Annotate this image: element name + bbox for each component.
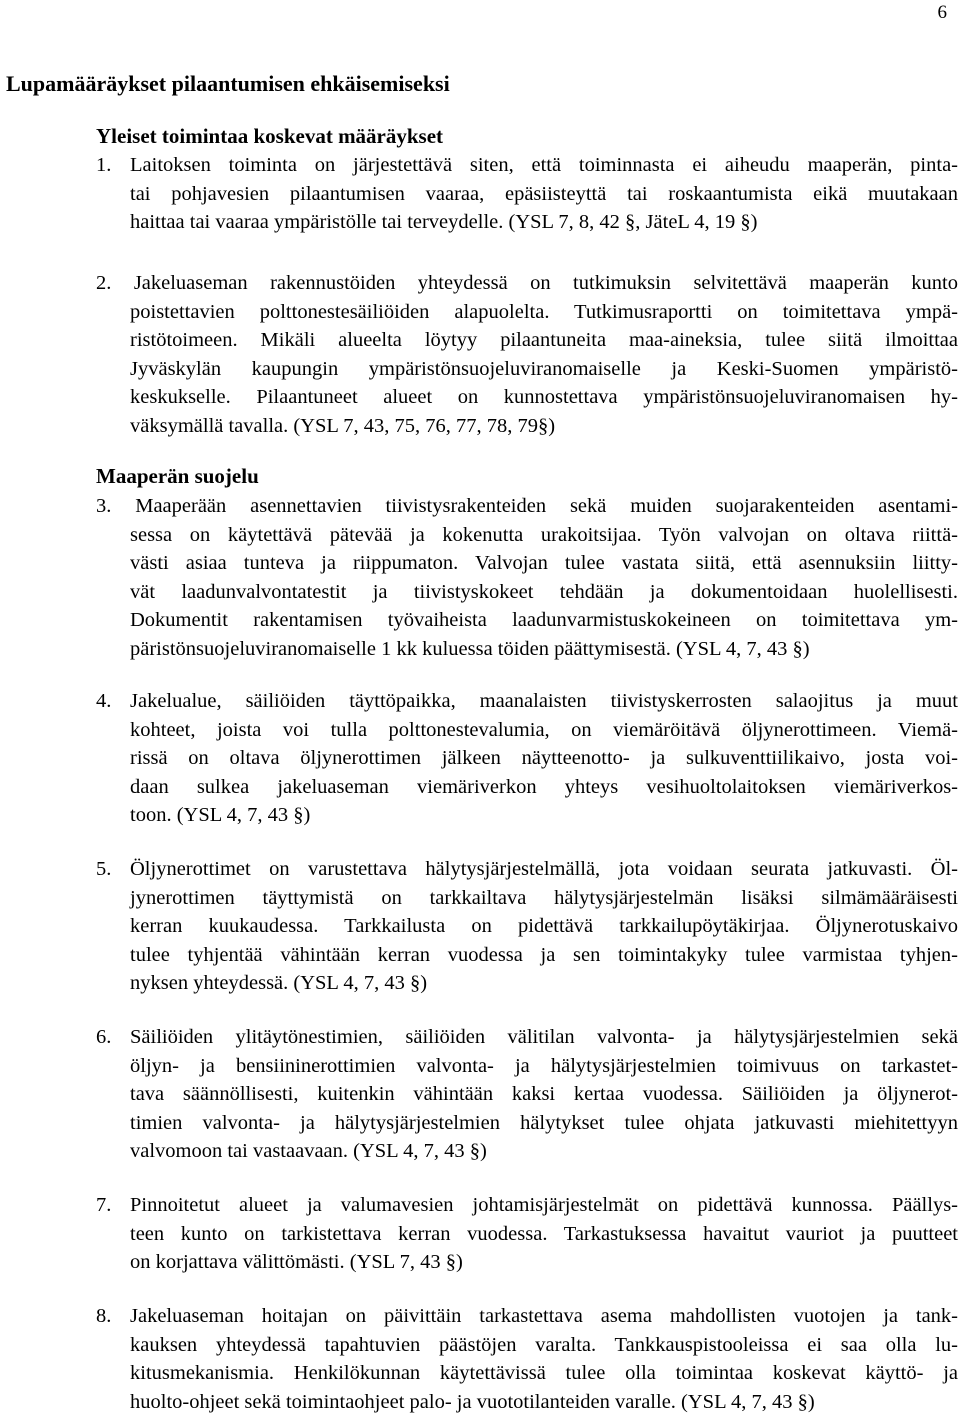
list-item <box>96 1023 958 1166</box>
list-item <box>96 151 958 237</box>
item-line: ristötoimeen. Mikäli alueelta löytyy pilaantuneita maa-aineksia, tulee siitä ilmoittaa <box>130 329 958 352</box>
item-line: nyksen yhteydessä. (YSL 4, 7, 43 §) <box>130 972 428 995</box>
item-line: valvomoon tai vastaavaan. (YSL 4, 7, 43 §) <box>130 1140 487 1163</box>
item-line: kitusmekanismia. Henkilökunnan käytettävissä tulee olla toimintaa koskevat käyttö- ja <box>130 1362 958 1385</box>
item-line: keskukselle. Pilaantuneet alueet on kunnostettava ympäristönsuojeluviranomaisen hy- <box>130 386 958 409</box>
item-line: Säiliöiden ylitäytönestimien, säiliöiden välitilan valvonta- ja hälytysjärjestelmien sekä <box>130 1026 958 1048</box>
item-line: päristönsuojeluviranomaiselle 1 kk kuluessa töiden päättymisestä. (YSL 4, 7, 43 §) <box>130 637 810 660</box>
item-number: 2. <box>96 272 112 294</box>
item-line: kohteet, joista voi tulla polttonestevalumia, on viemäröitävä öljynerottimeen. Viemä- <box>130 718 958 741</box>
item-line: tulee tyhjentää vähintään kerran vuodessa ja sen toimintakyky tulee varmistaa tyhjen- <box>130 943 958 966</box>
list-item <box>96 687 958 830</box>
section-heading-general: Yleiset toimintaa koskevat määräykset <box>96 124 444 148</box>
item-line: toon. (YSL 4, 7, 43 §) <box>130 804 311 827</box>
item-line: haittaa tai vaaraa ympäristölle tai terveydelle. (YSL 7, 8, 42 §, JäteL 4, 19 §) <box>130 211 758 234</box>
item-number: 1. <box>96 154 112 176</box>
item-line: västi asiaa tunteva ja riippumaton. Valvojan tulee vastata siitä, että asennuksiin liitty- <box>130 552 958 575</box>
item-line: Jakeluaseman hoitajan on päivittäin tarkastettava asema mahdollisten vuotojen ja tank- <box>130 1305 958 1327</box>
item-line: sessa on käytettävä pätevää ja kokenutta urakoitsijaa. Työn valvojan on oltava riittä- <box>130 523 958 546</box>
item-line: rissä on oltava öljynerottimen jälkeen näytteenotto- ja sulkuventtiilikaivo, josta voi- <box>130 747 958 770</box>
item-line: väksymällä tavalla. (YSL 7, 43, 75, 76, 77, 78, 79§) <box>130 414 556 437</box>
item-line: öljyn- ja bensiininerottimien valvonta- ja hälytysjärjestelmien toimivuus on tarkastet- <box>130 1054 958 1077</box>
item-line: Dokumentit rakentamisen työvaiheista laadunvarmistuskokeineen on toimitettava ym- <box>130 609 958 632</box>
list-item <box>96 492 958 664</box>
item-line: vät laadunvalvontatestit ja tiivistyskokeet tehdään ja dokumentoidaan huolellisesti. <box>130 580 958 603</box>
item-line: 2. Jakeluaseman rakennustöiden yhteydessä on tutkimuksin selvitettävä maaperän kunto <box>96 272 959 294</box>
item-line: timien valvonta- ja hälytysjärjestelmien hälytykset tulee ohjata jatkuvasti miehitettyyn <box>130 1111 958 1134</box>
item-line: 3. Maaperään asennettavien tiivistysrakenteiden sekä muiden suojarakenteiden asentami- <box>96 495 958 517</box>
item-line: huolto-ohjeet sekä toimintaohjeet palo- ja vuototilanteiden varalle. (YSL 4, 7, 43 §) <box>130 1390 815 1413</box>
list-item <box>96 1302 958 1416</box>
item-number: 7. <box>96 1194 112 1216</box>
item-line: daan sulkea jakeluaseman viemäriverkon yhteys vesihuoltolaitoksen viemäriverkos- <box>130 775 958 798</box>
item-line: tai pohjavesien pilaantumisen vaaraa, epäsiisteyttä tai roskaantumista eikä muutakaan <box>130 182 958 205</box>
document-title: Lupamääräykset pilaantumisen ehkäisemiseksi <box>6 71 450 96</box>
list-item <box>96 269 958 441</box>
item-number: 6. <box>96 1026 112 1048</box>
item-number: 8. <box>96 1305 112 1327</box>
list-item <box>96 1191 958 1277</box>
item-line: on korjattava välittömästi. (YSL 7, 43 §) <box>130 1251 463 1274</box>
item-number: 3. <box>96 495 112 517</box>
item-line: kauksen yhteydessä tapahtuvien päästöjen varalta. Tankkauspistooleissa ei saa olla lu- <box>130 1333 958 1356</box>
item-line: tava säännöllisesti, kuitenkin vähintään kaksi kertaa vuodessa. Säiliöiden ja öljynerot- <box>130 1083 958 1106</box>
section-heading-soil: Maaperän suojelu <box>96 464 259 488</box>
item-line: Laitoksen toiminta on järjestettävä siten, että toiminnasta ei aiheudu maaperän, pinta- <box>130 154 958 176</box>
item-line: kerran kuukaudessa. Tarkkailusta on pidettävä tarkkailupöytäkirjaa. Öljynerotuskaivo <box>130 915 958 938</box>
item-line: Pinnoitetut alueet ja valumavesien johtamisjärjestelmät on pidettävä kunnossa. Päällys- <box>130 1194 958 1216</box>
item-line: Jakelualue, säiliöiden täyttöpaikka, maanalaisten tiivistyskerrosten salaojitus ja muut <box>130 690 958 712</box>
item-line: Jyväskylän kaupungin ympäristönsuojeluviranomaiselle ja Keski-Suomen ympäristö- <box>130 357 958 380</box>
list-item <box>96 855 958 998</box>
item-number: 4. <box>96 690 112 712</box>
item-number: 5. <box>96 858 112 880</box>
item-line: poistettavien polttonestesäiliöiden alapuolelta. Tutkimusraportti on toimitettava ympä- <box>130 300 958 323</box>
item-line: Öljynerottimet on varustettava hälytysjärjestelmällä, jota voidaan seurata jatkuvasti. Öl- <box>130 858 958 880</box>
item-line: teen kunto on tarkistettava kerran vuodessa. Tarkastuksessa havaitut vauriot ja puutteet <box>130 1222 958 1245</box>
item-line: jynerottimen täyttymistä on tarkkailtava hälytysjärjestelmän lisäksi silmämääräisesti <box>130 886 958 909</box>
page-number: 6 <box>937 2 947 23</box>
